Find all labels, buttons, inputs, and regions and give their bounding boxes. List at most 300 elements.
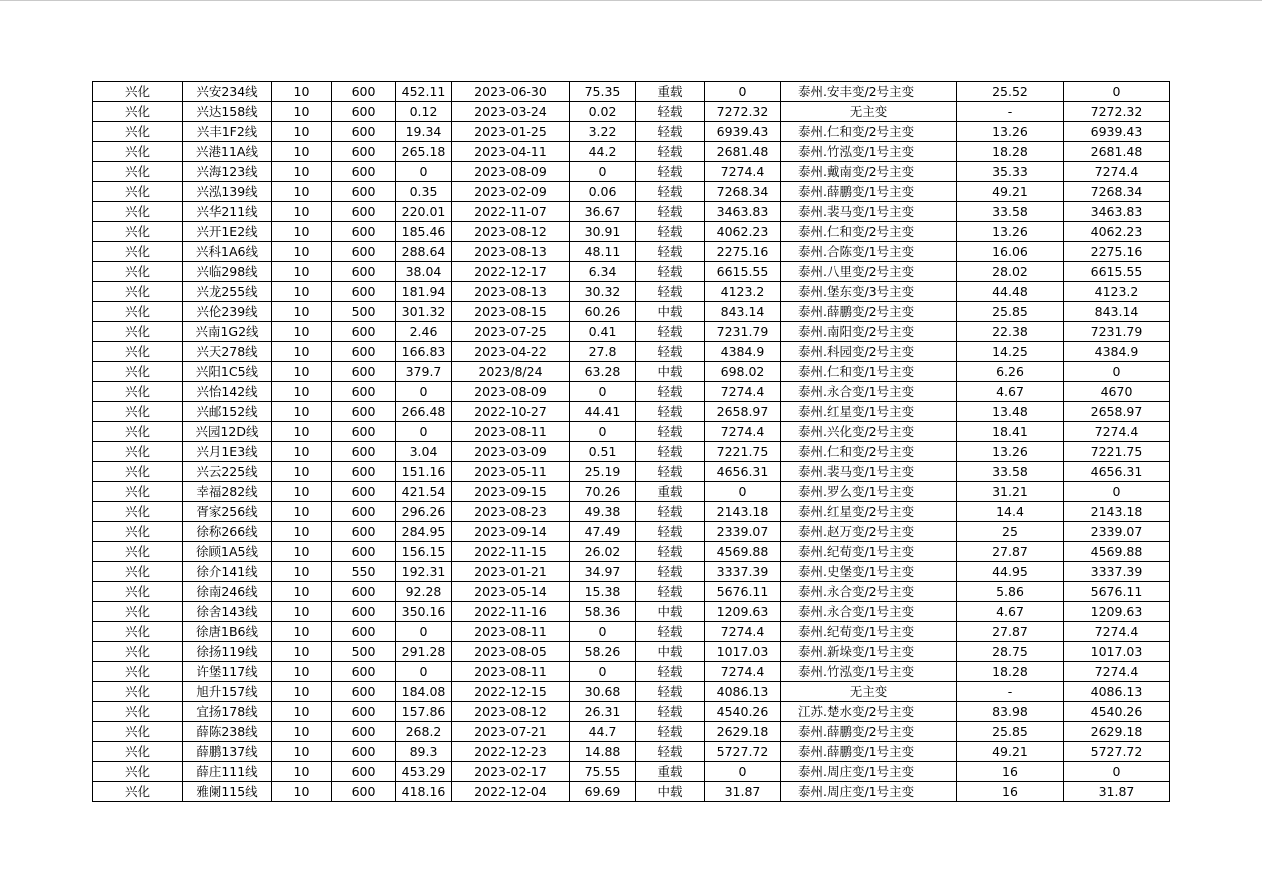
rated-capacity-cell: 600	[332, 702, 396, 722]
load-status-cell: 轻载	[636, 662, 705, 682]
transformer-load-rate-cell: 14.25	[957, 342, 1064, 362]
load-status-cell: 轻载	[636, 162, 705, 182]
district-cell: 兴化	[93, 722, 183, 742]
substation-transformer-cell: 泰州.合陈变/1号主变	[781, 242, 957, 262]
feeder-name-cell: 兴天278线	[183, 342, 272, 362]
load-rate-cell: 70.26	[570, 482, 636, 502]
available-capacity-cell: 7274.4	[705, 162, 781, 182]
voltage-cell: 10	[272, 242, 332, 262]
open-capacity-cell: 4384.9	[1064, 342, 1170, 362]
open-capacity-cell: 7274.4	[1064, 422, 1170, 442]
substation-transformer-cell: 泰州.薛鹏变/1号主变	[781, 182, 957, 202]
available-capacity-cell: 4384.9	[705, 342, 781, 362]
max-load-cell: 157.86	[396, 702, 452, 722]
voltage-cell: 10	[272, 522, 332, 542]
feeder-name-cell: 兴开1E2线	[183, 222, 272, 242]
rated-capacity-cell: 600	[332, 462, 396, 482]
voltage-cell: 10	[272, 582, 332, 602]
load-status-cell: 轻载	[636, 562, 705, 582]
transformer-load-rate-cell: 16	[957, 782, 1064, 802]
district-cell: 兴化	[93, 622, 183, 642]
load-rate-cell: 30.91	[570, 222, 636, 242]
max-load-cell: 92.28	[396, 582, 452, 602]
available-capacity-cell: 1017.03	[705, 642, 781, 662]
transformer-load-rate-cell: 4.67	[957, 382, 1064, 402]
transformer-load-rate-cell: 49.21	[957, 182, 1064, 202]
load-status-cell: 轻载	[636, 442, 705, 462]
load-status-cell: 轻载	[636, 222, 705, 242]
load-rate-cell: 25.19	[570, 462, 636, 482]
feeder-name-cell: 兴港11A线	[183, 142, 272, 162]
substation-transformer-cell: 泰州.史堡变/1号主变	[781, 562, 957, 582]
load-status-cell: 轻载	[636, 182, 705, 202]
table-row	[93, 302, 1170, 322]
load-status-cell: 轻载	[636, 742, 705, 762]
feeder-name-cell: 徐扬119线	[183, 642, 272, 662]
max-load-cell: 266.48	[396, 402, 452, 422]
available-capacity-cell: 2339.07	[705, 522, 781, 542]
substation-transformer-cell: 泰州.周庄变/1号主变	[781, 782, 957, 802]
voltage-cell: 10	[272, 282, 332, 302]
substation-transformer-cell: 泰州.仁和变/2号主变	[781, 222, 957, 242]
open-capacity-cell: 843.14	[1064, 302, 1170, 322]
table-row	[93, 682, 1170, 702]
available-capacity-cell: 2681.48	[705, 142, 781, 162]
open-capacity-cell: 31.87	[1064, 782, 1170, 802]
feeder-name-cell: 兴南1G2线	[183, 322, 272, 342]
voltage-cell: 10	[272, 602, 332, 622]
rated-capacity-cell: 600	[332, 122, 396, 142]
available-capacity-cell: 7274.4	[705, 662, 781, 682]
load-status-cell: 轻载	[636, 262, 705, 282]
feeder-name-cell: 兴达158线	[183, 102, 272, 122]
voltage-cell: 10	[272, 782, 332, 802]
rated-capacity-cell: 600	[332, 282, 396, 302]
max-load-cell: 265.18	[396, 142, 452, 162]
table-row	[93, 542, 1170, 562]
available-capacity-cell: 31.87	[705, 782, 781, 802]
table-row	[93, 762, 1170, 782]
load-status-cell: 轻载	[636, 622, 705, 642]
feeder-name-cell: 徐称266线	[183, 522, 272, 542]
table-row	[93, 322, 1170, 342]
max-load-cell: 418.16	[396, 782, 452, 802]
load-rate-cell: 49.38	[570, 502, 636, 522]
load-status-cell: 轻载	[636, 722, 705, 742]
max-load-cell: 0	[396, 662, 452, 682]
rated-capacity-cell: 550	[332, 562, 396, 582]
rated-capacity-cell: 600	[332, 682, 396, 702]
transformer-load-rate-cell: 5.86	[957, 582, 1064, 602]
rated-capacity-cell: 600	[332, 222, 396, 242]
date-cell: 2023-07-21	[452, 722, 570, 742]
date-cell: 2023-08-09	[452, 382, 570, 402]
transformer-load-rate-cell: 22.38	[957, 322, 1064, 342]
load-rate-cell: 75.35	[570, 82, 636, 102]
transformer-load-rate-cell: 33.58	[957, 462, 1064, 482]
rated-capacity-cell: 600	[332, 402, 396, 422]
substation-transformer-cell: 泰州.南阳变/2号主变	[781, 322, 957, 342]
district-cell: 兴化	[93, 662, 183, 682]
open-capacity-cell: 7221.75	[1064, 442, 1170, 462]
voltage-cell: 10	[272, 382, 332, 402]
voltage-cell: 10	[272, 662, 332, 682]
voltage-cell: 10	[272, 182, 332, 202]
substation-transformer-cell: 泰州.薛鹏变/2号主变	[781, 302, 957, 322]
date-cell: 2023-01-21	[452, 562, 570, 582]
district-cell: 兴化	[93, 402, 183, 422]
available-capacity-cell: 5676.11	[705, 582, 781, 602]
load-status-cell: 重载	[636, 762, 705, 782]
available-capacity-cell: 843.14	[705, 302, 781, 322]
substation-transformer-cell: 泰州.纪荀变/1号主变	[781, 542, 957, 562]
district-cell: 兴化	[93, 642, 183, 662]
load-rate-cell: 0	[570, 162, 636, 182]
rated-capacity-cell: 600	[332, 262, 396, 282]
load-rate-cell: 30.68	[570, 682, 636, 702]
open-capacity-cell: 7274.4	[1064, 662, 1170, 682]
district-cell: 兴化	[93, 742, 183, 762]
district-cell: 兴化	[93, 502, 183, 522]
max-load-cell: 156.15	[396, 542, 452, 562]
open-capacity-cell: 0	[1064, 82, 1170, 102]
date-cell: 2022-12-23	[452, 742, 570, 762]
district-cell: 兴化	[93, 582, 183, 602]
available-capacity-cell: 4123.2	[705, 282, 781, 302]
load-rate-cell: 0.02	[570, 102, 636, 122]
table-row	[93, 742, 1170, 762]
substation-transformer-cell: 泰州.纪荀变/1号主变	[781, 622, 957, 642]
table-row	[93, 662, 1170, 682]
open-capacity-cell: 0	[1064, 362, 1170, 382]
feeder-name-cell: 兴园12D线	[183, 422, 272, 442]
open-capacity-cell: 3463.83	[1064, 202, 1170, 222]
transformer-load-rate-cell: 13.26	[957, 442, 1064, 462]
district-cell: 兴化	[93, 242, 183, 262]
rated-capacity-cell: 500	[332, 302, 396, 322]
transformer-load-rate-cell: 25	[957, 522, 1064, 542]
table-row	[93, 342, 1170, 362]
date-cell: 2023-05-14	[452, 582, 570, 602]
date-cell: 2023-09-14	[452, 522, 570, 542]
rated-capacity-cell: 600	[332, 202, 396, 222]
voltage-cell: 10	[272, 422, 332, 442]
open-capacity-cell: 4123.2	[1064, 282, 1170, 302]
rated-capacity-cell: 600	[332, 722, 396, 742]
load-rate-cell: 34.97	[570, 562, 636, 582]
load-rate-cell: 36.67	[570, 202, 636, 222]
open-capacity-cell: 2658.97	[1064, 402, 1170, 422]
open-capacity-cell: 6939.43	[1064, 122, 1170, 142]
date-cell: 2023-04-11	[452, 142, 570, 162]
voltage-cell: 10	[272, 342, 332, 362]
feeder-name-cell: 兴安234线	[183, 82, 272, 102]
voltage-cell: 10	[272, 542, 332, 562]
open-capacity-cell: 4656.31	[1064, 462, 1170, 482]
transformer-load-rate-cell: 18.28	[957, 142, 1064, 162]
feeder-name-cell: 徐顾1A5线	[183, 542, 272, 562]
open-capacity-cell: 1209.63	[1064, 602, 1170, 622]
transformer-load-rate-cell: -	[957, 102, 1064, 122]
open-capacity-cell: 0	[1064, 762, 1170, 782]
load-status-cell: 中载	[636, 602, 705, 622]
load-rate-cell: 44.41	[570, 402, 636, 422]
substation-transformer-cell: 泰州.罗么变/1号主变	[781, 482, 957, 502]
table-row	[93, 222, 1170, 242]
substation-transformer-cell: 无主变	[781, 682, 957, 702]
max-load-cell: 19.34	[396, 122, 452, 142]
transformer-load-rate-cell: 25.85	[957, 722, 1064, 742]
load-rate-cell: 6.34	[570, 262, 636, 282]
district-cell: 兴化	[93, 182, 183, 202]
rated-capacity-cell: 500	[332, 642, 396, 662]
load-status-cell: 轻载	[636, 402, 705, 422]
date-cell: 2023-08-12	[452, 702, 570, 722]
load-rate-cell: 27.8	[570, 342, 636, 362]
date-cell: 2022-12-17	[452, 262, 570, 282]
open-capacity-cell: 2339.07	[1064, 522, 1170, 542]
max-load-cell: 89.3	[396, 742, 452, 762]
date-cell: 2023-08-23	[452, 502, 570, 522]
feeder-name-cell: 雅阑115线	[183, 782, 272, 802]
rated-capacity-cell: 600	[332, 242, 396, 262]
table-row	[93, 362, 1170, 382]
max-load-cell: 350.16	[396, 602, 452, 622]
load-rate-cell: 3.22	[570, 122, 636, 142]
load-rate-cell: 26.31	[570, 702, 636, 722]
date-cell: 2023-06-30	[452, 82, 570, 102]
feeder-name-cell: 兴华211线	[183, 202, 272, 222]
load-rate-cell: 0	[570, 662, 636, 682]
substation-transformer-cell: 泰州.永合变/1号主变	[781, 382, 957, 402]
open-capacity-cell: 2629.18	[1064, 722, 1170, 742]
district-cell: 兴化	[93, 702, 183, 722]
voltage-cell: 10	[272, 642, 332, 662]
substation-transformer-cell: 泰州.永合变/2号主变	[781, 582, 957, 602]
available-capacity-cell: 4062.23	[705, 222, 781, 242]
available-capacity-cell: 3463.83	[705, 202, 781, 222]
load-rate-cell: 58.26	[570, 642, 636, 662]
load-rate-cell: 0	[570, 622, 636, 642]
available-capacity-cell: 0	[705, 82, 781, 102]
transformer-load-rate-cell: -	[957, 682, 1064, 702]
district-cell: 兴化	[93, 122, 183, 142]
table-row	[93, 102, 1170, 122]
max-load-cell: 166.83	[396, 342, 452, 362]
date-cell: 2022-11-16	[452, 602, 570, 622]
rated-capacity-cell: 600	[332, 482, 396, 502]
load-rate-cell: 44.2	[570, 142, 636, 162]
table-row	[93, 82, 1170, 102]
rated-capacity-cell: 600	[332, 782, 396, 802]
table-row	[93, 782, 1170, 802]
table-row	[93, 722, 1170, 742]
voltage-cell: 10	[272, 462, 332, 482]
transformer-load-rate-cell: 13.26	[957, 122, 1064, 142]
voltage-cell: 10	[272, 322, 332, 342]
load-status-cell: 轻载	[636, 382, 705, 402]
substation-transformer-cell: 泰州.仁和变/2号主变	[781, 442, 957, 462]
substation-transformer-cell: 泰州.新垛变/1号主变	[781, 642, 957, 662]
date-cell: 2023-04-22	[452, 342, 570, 362]
max-load-cell: 0	[396, 422, 452, 442]
rated-capacity-cell: 600	[332, 82, 396, 102]
load-status-cell: 轻载	[636, 342, 705, 362]
load-status-cell: 轻载	[636, 242, 705, 262]
table-row	[93, 162, 1170, 182]
rated-capacity-cell: 600	[332, 522, 396, 542]
open-capacity-cell: 7268.34	[1064, 182, 1170, 202]
voltage-cell: 10	[272, 762, 332, 782]
max-load-cell: 0.12	[396, 102, 452, 122]
date-cell: 2023-08-12	[452, 222, 570, 242]
load-status-cell: 轻载	[636, 702, 705, 722]
table-row	[93, 282, 1170, 302]
substation-transformer-cell: 泰州.仁和变/2号主变	[781, 122, 957, 142]
available-capacity-cell: 1209.63	[705, 602, 781, 622]
open-capacity-cell: 0	[1064, 482, 1170, 502]
voltage-cell: 10	[272, 562, 332, 582]
rated-capacity-cell: 600	[332, 662, 396, 682]
rated-capacity-cell: 600	[332, 422, 396, 442]
substation-transformer-cell: 江苏.楚水变/2号主变	[781, 702, 957, 722]
feeder-name-cell: 徐南246线	[183, 582, 272, 602]
feeder-name-cell: 旭升157线	[183, 682, 272, 702]
date-cell: 2023-03-09	[452, 442, 570, 462]
open-capacity-cell: 7272.32	[1064, 102, 1170, 122]
open-capacity-cell: 2275.16	[1064, 242, 1170, 262]
feeder-name-cell: 宜扬178线	[183, 702, 272, 722]
feeder-name-cell: 徐唐1B6线	[183, 622, 272, 642]
date-cell: 2023-01-25	[452, 122, 570, 142]
voltage-cell: 10	[272, 162, 332, 182]
transformer-load-rate-cell: 35.33	[957, 162, 1064, 182]
date-cell: 2023-05-11	[452, 462, 570, 482]
date-cell: 2022-11-15	[452, 542, 570, 562]
rated-capacity-cell: 600	[332, 582, 396, 602]
load-rate-cell: 14.88	[570, 742, 636, 762]
district-cell: 兴化	[93, 362, 183, 382]
available-capacity-cell: 7274.4	[705, 382, 781, 402]
load-status-cell: 轻载	[636, 502, 705, 522]
load-status-cell: 中载	[636, 302, 705, 322]
max-load-cell: 0.35	[396, 182, 452, 202]
table-row	[93, 442, 1170, 462]
max-load-cell: 0	[396, 162, 452, 182]
substation-transformer-cell: 泰州.薛鹏变/1号主变	[781, 742, 957, 762]
max-load-cell: 2.46	[396, 322, 452, 342]
open-capacity-cell: 2143.18	[1064, 502, 1170, 522]
max-load-cell: 184.08	[396, 682, 452, 702]
feeder-name-cell: 胥家256线	[183, 502, 272, 522]
substation-transformer-cell: 泰州.戴南变/2号主变	[781, 162, 957, 182]
feeder-name-cell: 兴泓139线	[183, 182, 272, 202]
max-load-cell: 288.64	[396, 242, 452, 262]
transformer-load-rate-cell: 33.58	[957, 202, 1064, 222]
load-rate-cell: 0.41	[570, 322, 636, 342]
rated-capacity-cell: 600	[332, 542, 396, 562]
table-row	[93, 642, 1170, 662]
load-status-cell: 轻载	[636, 522, 705, 542]
load-status-cell: 轻载	[636, 422, 705, 442]
table-row	[93, 602, 1170, 622]
date-cell: 2023-08-11	[452, 622, 570, 642]
max-load-cell: 421.54	[396, 482, 452, 502]
available-capacity-cell: 0	[705, 482, 781, 502]
voltage-cell: 10	[272, 202, 332, 222]
table-row	[93, 402, 1170, 422]
transformer-load-rate-cell: 18.28	[957, 662, 1064, 682]
date-cell: 2022-12-04	[452, 782, 570, 802]
substation-transformer-cell: 泰州.竹泓变/1号主变	[781, 662, 957, 682]
load-rate-cell: 44.7	[570, 722, 636, 742]
load-rate-cell: 15.38	[570, 582, 636, 602]
district-cell: 兴化	[93, 322, 183, 342]
voltage-cell: 10	[272, 402, 332, 422]
table-row	[93, 382, 1170, 402]
table-row	[93, 702, 1170, 722]
voltage-cell: 10	[272, 142, 332, 162]
load-status-cell: 轻载	[636, 682, 705, 702]
district-cell: 兴化	[93, 462, 183, 482]
voltage-cell: 10	[272, 82, 332, 102]
district-cell: 兴化	[93, 142, 183, 162]
transformer-load-rate-cell: 25.85	[957, 302, 1064, 322]
available-capacity-cell: 2143.18	[705, 502, 781, 522]
available-capacity-cell: 4569.88	[705, 542, 781, 562]
feeder-load-table	[92, 81, 1170, 802]
feeder-name-cell: 兴龙255线	[183, 282, 272, 302]
substation-transformer-cell: 泰州.仁和变/1号主变	[781, 362, 957, 382]
date-cell: 2023-09-15	[452, 482, 570, 502]
table-row	[93, 262, 1170, 282]
available-capacity-cell: 7221.75	[705, 442, 781, 462]
voltage-cell: 10	[272, 262, 332, 282]
rated-capacity-cell: 600	[332, 102, 396, 122]
available-capacity-cell: 2275.16	[705, 242, 781, 262]
district-cell: 兴化	[93, 302, 183, 322]
rated-capacity-cell: 600	[332, 762, 396, 782]
substation-transformer-cell: 泰州.周庄变/1号主变	[781, 762, 957, 782]
table-row	[93, 242, 1170, 262]
rated-capacity-cell: 600	[332, 602, 396, 622]
available-capacity-cell: 7272.32	[705, 102, 781, 122]
district-cell: 兴化	[93, 782, 183, 802]
load-rate-cell: 0.51	[570, 442, 636, 462]
district-cell: 兴化	[93, 442, 183, 462]
max-load-cell: 38.04	[396, 262, 452, 282]
district-cell: 兴化	[93, 602, 183, 622]
load-rate-cell: 69.69	[570, 782, 636, 802]
open-capacity-cell: 3337.39	[1064, 562, 1170, 582]
date-cell: 2023-03-24	[452, 102, 570, 122]
date-cell: 2023-08-11	[452, 662, 570, 682]
max-load-cell: 379.7	[396, 362, 452, 382]
load-status-cell: 轻载	[636, 142, 705, 162]
load-status-cell: 轻载	[636, 322, 705, 342]
available-capacity-cell: 2658.97	[705, 402, 781, 422]
feeder-name-cell: 徐介141线	[183, 562, 272, 582]
table-row	[93, 182, 1170, 202]
load-rate-cell: 58.36	[570, 602, 636, 622]
table-row	[93, 202, 1170, 222]
date-cell: 2023-08-05	[452, 642, 570, 662]
voltage-cell: 10	[272, 742, 332, 762]
open-capacity-cell: 7274.4	[1064, 622, 1170, 642]
voltage-cell: 10	[272, 722, 332, 742]
rated-capacity-cell: 600	[332, 162, 396, 182]
max-load-cell: 181.94	[396, 282, 452, 302]
